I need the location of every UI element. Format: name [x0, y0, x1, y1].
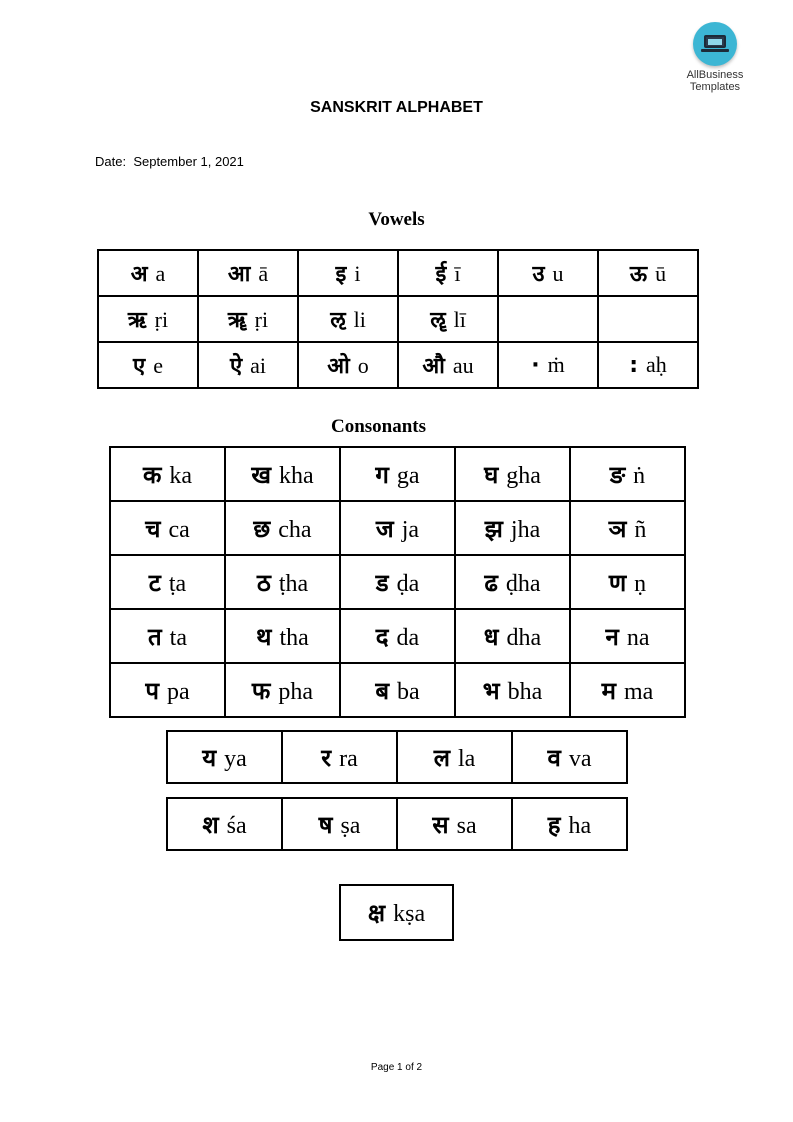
transliteration: cha	[278, 516, 312, 543]
transliteration: ḍha	[505, 570, 541, 597]
transliteration: ṭa	[168, 570, 187, 597]
devanagari-letter: इ	[335, 262, 347, 287]
letter-cell	[512, 731, 627, 783]
letter-cell	[398, 296, 498, 342]
devanagari-letter: ण	[608, 568, 627, 597]
devanagari-letter: ग	[375, 460, 389, 489]
transliteration: lī	[453, 307, 466, 332]
letter-cell	[225, 663, 340, 717]
devanagari-letter: ऊ	[629, 262, 648, 287]
letter-cell	[98, 296, 198, 342]
devanagari-letter: ध	[483, 622, 499, 651]
devanagari-letter: ओ	[327, 354, 350, 379]
consonants-table	[109, 446, 686, 718]
transliteration: pa	[166, 678, 190, 705]
transliteration: ṭha	[278, 570, 309, 597]
devanagari-letter: त	[147, 622, 162, 651]
letter-cell	[340, 609, 455, 663]
letter-cell	[570, 501, 685, 555]
brand-name	[680, 69, 750, 93]
letter-cell	[110, 447, 225, 501]
devanagari-letter: म	[601, 676, 617, 705]
letter-cell	[570, 447, 685, 501]
letter-cell	[110, 609, 225, 663]
devanagari-letter: ङ	[609, 460, 626, 489]
letter-cell	[298, 296, 398, 342]
letter-cell	[225, 609, 340, 663]
table-row	[110, 555, 685, 609]
letter-cell	[455, 501, 570, 555]
transliteration: i	[354, 261, 361, 286]
page-footer: Page 1 of 2	[370, 1062, 423, 1073]
conjunct-table	[339, 884, 454, 941]
letter-cell	[455, 609, 570, 663]
letter-cell	[455, 555, 570, 609]
devanagari-letter: ल	[433, 743, 450, 772]
letter-cell	[455, 447, 570, 501]
letter-cell	[198, 296, 298, 342]
devanagari-letter: झ	[484, 514, 503, 543]
transliteration: ñ	[634, 516, 647, 543]
devanagari-letter: थ	[256, 622, 272, 651]
table-row	[340, 885, 453, 940]
devanagari-letter: ब	[375, 676, 390, 705]
devanagari-letter: ऐ	[229, 354, 243, 379]
devanagari-letter: अ	[130, 262, 148, 287]
letter-cell	[512, 798, 627, 850]
letter-cell	[498, 296, 598, 342]
devanagari-letter: ढ	[484, 568, 498, 597]
transliteration: kha	[278, 462, 314, 489]
letter-cell	[397, 731, 512, 783]
transliteration: ṛi	[154, 307, 169, 332]
letter-cell	[340, 501, 455, 555]
brand-name-line2: Templates	[689, 81, 741, 93]
table-row	[98, 342, 698, 388]
devanagari-letter: ऋ	[127, 308, 147, 333]
letter-cell	[398, 342, 498, 388]
transliteration: ṇ	[634, 570, 647, 597]
letter-cell	[498, 342, 598, 388]
devanagari-letter: ॡ	[430, 308, 446, 333]
letter-cell	[282, 731, 397, 783]
letter-cell	[110, 501, 225, 555]
devanagari-letter: ह	[547, 810, 561, 839]
devanagari-letter: छ	[253, 514, 271, 543]
transliteration: aḥ	[646, 352, 667, 377]
devanagari-letter: ट	[148, 568, 161, 597]
transliteration: au	[452, 353, 474, 378]
transliteration: ka	[169, 462, 193, 489]
letter-cell	[225, 501, 340, 555]
letter-cell	[298, 342, 398, 388]
transliteration: śa	[226, 812, 247, 839]
transliteration: ga	[396, 462, 420, 489]
date-label: Date:	[95, 154, 127, 169]
letter-cell	[98, 250, 198, 296]
letter-cell	[498, 250, 598, 296]
letter-cell	[282, 798, 397, 850]
letter-cell	[198, 342, 298, 388]
devanagari-letter: प	[145, 676, 159, 705]
transliteration: ja	[401, 516, 420, 543]
devanagari-letter: य	[202, 743, 217, 772]
semivowels-table	[166, 730, 628, 784]
devanagari-letter: ई	[435, 262, 447, 287]
transliteration: li	[353, 307, 366, 332]
table-row	[98, 296, 698, 342]
transliteration: jha	[510, 516, 541, 543]
transliteration: ṁ	[547, 352, 565, 377]
transliteration: ī	[454, 261, 461, 286]
letter-cell	[98, 342, 198, 388]
transliteration: ṅ	[633, 462, 646, 489]
letter-cell	[198, 250, 298, 296]
vowels-table	[97, 249, 699, 389]
transliteration: na	[626, 624, 650, 651]
devanagari-letter: द	[375, 622, 389, 651]
transliteration: kṣa	[393, 901, 426, 927]
transliteration: pha	[278, 678, 314, 705]
devanagari-letter: ॠ	[227, 308, 247, 333]
transliteration: ma	[624, 678, 654, 705]
letter-cell	[225, 555, 340, 609]
consonants-heading: Consonants	[330, 416, 427, 437]
table-row	[110, 663, 685, 717]
devanagari-letter: क	[142, 460, 162, 489]
brand-logo	[680, 22, 750, 93]
letter-cell	[398, 250, 498, 296]
transliteration: ta	[169, 624, 187, 651]
transliteration: a	[155, 261, 166, 286]
letter-cell	[298, 250, 398, 296]
letter-cell	[340, 663, 455, 717]
transliteration: ra	[339, 745, 358, 772]
transliteration: ū	[655, 261, 667, 286]
date-value: September 1, 2021	[133, 154, 244, 169]
letter-cell	[598, 296, 698, 342]
letter-cell	[570, 555, 685, 609]
transliteration: ba	[397, 678, 420, 705]
transliteration: e	[153, 353, 163, 378]
letter-cell	[167, 731, 282, 783]
letter-cell	[598, 342, 698, 388]
devanagari-letter: औ	[422, 354, 445, 379]
sibilants-table	[166, 797, 628, 851]
devanagari-letter: घ	[484, 460, 499, 489]
letter-cell	[167, 798, 282, 850]
transliteration: bha	[507, 678, 543, 705]
transliteration: ā	[258, 261, 269, 286]
letter-cell	[455, 663, 570, 717]
transliteration: ṣa	[340, 812, 361, 839]
transliteration: o	[357, 353, 369, 378]
devanagari-letter: उ	[532, 262, 545, 287]
letter-cell	[225, 447, 340, 501]
devanagari-letter: र	[321, 743, 332, 772]
table-row	[110, 501, 685, 555]
devanagari-letter: भ	[482, 676, 500, 705]
devanagari-letter: स	[432, 810, 449, 839]
devanagari-letter: ठ	[256, 568, 271, 597]
devanagari-letter: च	[145, 514, 161, 543]
transliteration: ca	[168, 516, 190, 543]
transliteration: ṛi	[254, 307, 269, 332]
date-line	[95, 154, 244, 169]
letter-cell	[397, 798, 512, 850]
devanagari-letter: ड	[375, 568, 389, 597]
devanagari-letter: आ	[227, 262, 251, 287]
letter-cell	[340, 447, 455, 501]
laptop-icon	[693, 22, 737, 66]
devanagari-letter: ए	[133, 354, 146, 379]
vowels-heading: Vowels	[368, 209, 425, 230]
letter-cell	[598, 250, 698, 296]
letter-cell	[570, 609, 685, 663]
table-row	[167, 798, 627, 850]
transliteration: va	[568, 745, 592, 772]
transliteration: sa	[456, 812, 477, 839]
devanagari-letter: :	[629, 353, 639, 378]
devanagari-letter: क्ष	[367, 899, 386, 927]
letter-cell	[110, 663, 225, 717]
transliteration: ya	[224, 745, 247, 772]
table-row	[98, 250, 698, 296]
transliteration: ḍa	[396, 570, 420, 597]
transliteration: u	[552, 261, 564, 286]
devanagari-letter: फ	[251, 676, 271, 705]
transliteration: la	[457, 745, 476, 772]
transliteration: dha	[506, 624, 542, 651]
page-title: SANSKRIT ALPHABET	[310, 99, 483, 116]
table-row	[110, 447, 685, 501]
letter-cell	[570, 663, 685, 717]
letter-cell	[340, 885, 453, 940]
devanagari-letter: ष	[318, 810, 333, 839]
brand-name-line1: AllBusiness	[686, 69, 744, 81]
transliteration: tha	[279, 624, 309, 651]
devanagari-letter: ऌ	[330, 308, 346, 333]
table-row	[110, 609, 685, 663]
devanagari-letter: ख	[251, 460, 271, 489]
letter-cell	[110, 555, 225, 609]
transliteration: ha	[568, 812, 592, 839]
devanagari-letter: ञ	[608, 514, 627, 543]
table-row	[167, 731, 627, 783]
devanagari-letter: श	[202, 810, 219, 839]
devanagari-letter: व	[547, 743, 561, 772]
devanagari-letter: ·	[531, 353, 540, 378]
letter-cell	[340, 555, 455, 609]
transliteration: da	[396, 624, 420, 651]
devanagari-letter: न	[605, 622, 619, 651]
transliteration: ai	[250, 353, 267, 378]
devanagari-letter: ज	[375, 514, 394, 543]
transliteration: gha	[506, 462, 541, 489]
